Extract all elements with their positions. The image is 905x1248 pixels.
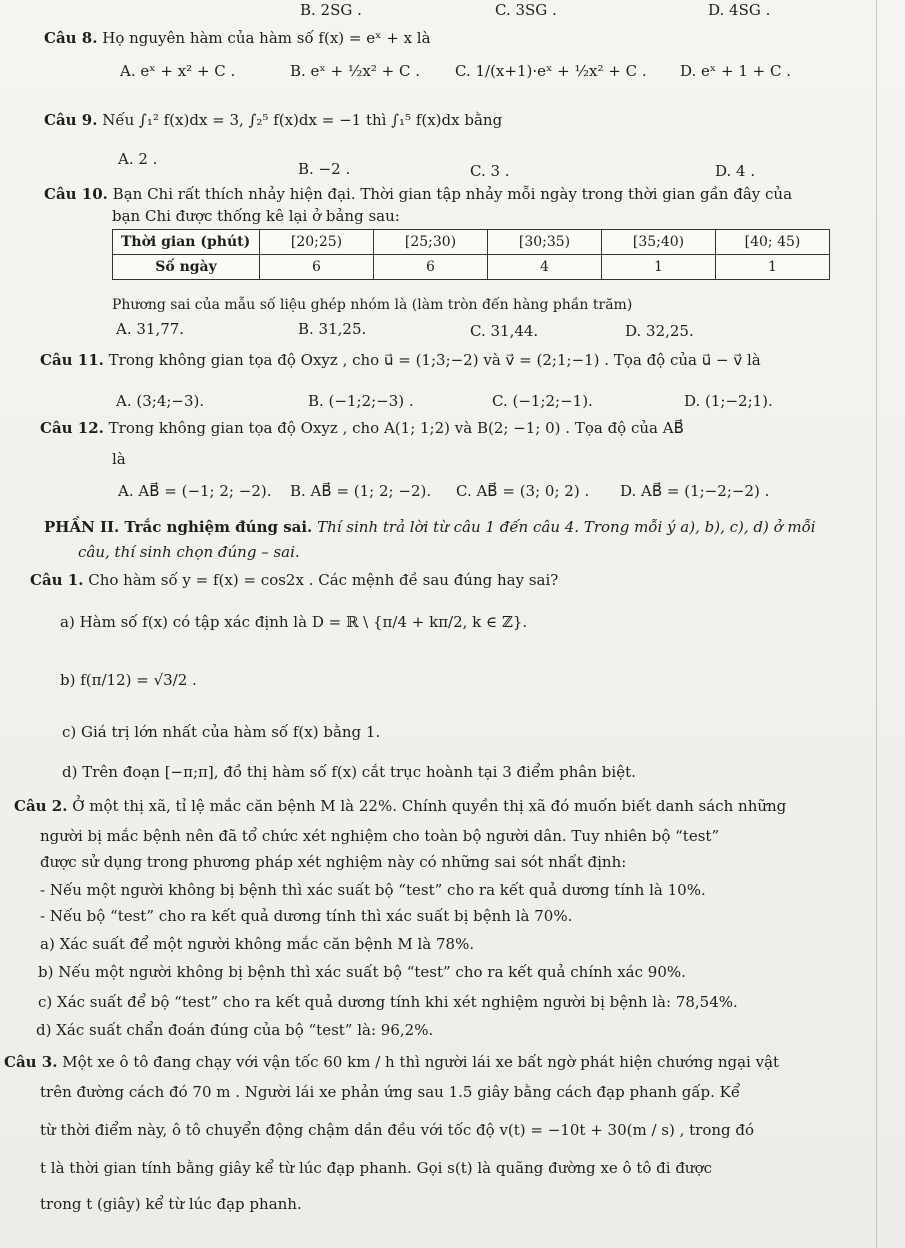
table-row bbox=[113, 255, 830, 280]
p1-statement-b: b) f(π/12) = √3/2 . bbox=[60, 671, 197, 689]
table-header-time: Thời gian (phút) bbox=[113, 230, 260, 255]
page-edge-lines bbox=[876, 0, 905, 1248]
part2-header: PHẦN II. Trắc nghiệm đúng sai. Thí sinh trả lời từ câu 1 đến câu 4. Trong mỗi ý a), b), c), d) ở mỗi bbox=[44, 518, 816, 536]
frequency-table bbox=[112, 229, 830, 280]
q9-option-c: C. 3 . bbox=[470, 162, 510, 180]
table-cell: [20;25) bbox=[260, 230, 374, 255]
q10-option-a: A. 31,77. bbox=[116, 320, 185, 338]
q12-option-c: C. AB⃗ = (3; 0; 2) . bbox=[456, 482, 590, 500]
p3-line-2: trên đường cách đó 70 m . Người lái xe phản ứng sau 1.5 giây bằng cách đạp phanh gấp. Kể bbox=[40, 1083, 741, 1101]
q8-option-b: B. eˣ + ½x² + C . bbox=[290, 62, 421, 80]
p3-stem: Câu 3. Một xe ô tô đang chạy với vận tốc 60 km / h thì người lái xe bất ngờ phát hiện chướng ngại vật bbox=[4, 1053, 780, 1071]
p3-line-3: từ thời điểm này, ô tô chuyển động chậm dần đều với tốc độ v(t) = −10t + 30(m / s) , trong đó bbox=[40, 1121, 755, 1139]
q9-stem: Câu 9. Nếu ∫₁² f(x)dx = 3, ∫₂⁵ f(x)dx = −1 thì ∫₁⁵ f(x)dx bằng bbox=[44, 111, 503, 129]
p1-statement-d: d) Trên đoạn [−π;π], đồ thị hàm số f(x) cắt trục hoành tại 3 điểm phân biệt. bbox=[62, 763, 636, 781]
table-cell: [25;30) bbox=[374, 230, 488, 255]
q11-option-a: A. (3;4;−3). bbox=[116, 392, 205, 410]
table-cell: 1 bbox=[716, 255, 830, 280]
table-header-days: Số ngày bbox=[113, 255, 260, 280]
p1-statement-a: a) Hàm số f(x) có tập xác định là D = ℝ \ {π/4 + kπ/2, k ∈ ℤ}. bbox=[60, 613, 528, 631]
q9-option-b: B. −2 . bbox=[298, 160, 351, 178]
q9-option-a: A. 2 . bbox=[118, 150, 158, 168]
p2-stem: Câu 2. Ở một thị xã, tỉ lệ mắc căn bệnh M là 22%. Chính quyền thị xã đó muốn biết danh sách những bbox=[14, 797, 787, 815]
table-row bbox=[113, 230, 830, 255]
part2-header-2: câu, thí sinh chọn đúng – sai. bbox=[78, 543, 300, 561]
p3-line-4: t là thời gian tính bằng giây kể từ lúc đạp phanh. Gọi s(t) là quãng đường xe ô tô đi được bbox=[40, 1159, 713, 1177]
q12-option-b: B. AB⃗ = (1; 2; −2). bbox=[290, 482, 432, 500]
p2-line-4: - Nếu một người không bị bệnh thì xác suất bộ “test” cho ra kết quả dương tính là 10%. bbox=[40, 881, 706, 899]
table-cell: 6 bbox=[260, 255, 374, 280]
q8-option-a: A. eˣ + x² + C . bbox=[120, 62, 236, 80]
q12-stem-2: là bbox=[112, 450, 126, 468]
q12-stem: Câu 12. Trong không gian tọa độ Oxyz , cho A(1; 1;2) và B(2; −1; 0) . Tọa độ của AB⃗ bbox=[40, 419, 684, 437]
q10-option-d: D. 32,25. bbox=[625, 322, 694, 340]
q8-option-c: C. 1/(x+1)·eˣ + ½x² + C . bbox=[455, 62, 647, 80]
top-option-b: B. 2SG . bbox=[300, 1, 362, 19]
q11-stem: Câu 11. Trong không gian tọa độ Oxyz , cho u⃗ = (1;3;−2) và v⃗ = (2;1;−1) . Tọa độ của u⃗ − v⃗ là bbox=[40, 351, 761, 369]
q10-option-b: B. 31,25. bbox=[298, 320, 367, 338]
q8-stem: Câu 8. Họ nguyên hàm của hàm số f(x) = eˣ + x là bbox=[44, 29, 431, 47]
q8-option-d: D. eˣ + 1 + C . bbox=[680, 62, 792, 80]
p1-stem: Câu 1. Cho hàm số y = f(x) = cos2x . Các mệnh đề sau đúng hay sai? bbox=[30, 571, 559, 589]
top-option-d: D. 4SG . bbox=[708, 1, 771, 19]
p2-line-3: được sử dụng trong phương pháp xét nghiệm này có những sai sót nhất định: bbox=[40, 853, 627, 871]
p1-statement-c: c) Giá trị lớn nhất của hàm số f(x) bằng 1. bbox=[62, 723, 381, 741]
p2-line-2: người bị mắc bệnh nên đã tổ chức xét nghiệm cho toàn bộ người dân. Tuy nhiên bộ “test” bbox=[40, 827, 720, 845]
q10-stem-3: Phương sai của mẫu số liệu ghép nhóm là (làm tròn đến hàng phần trăm) bbox=[112, 297, 633, 313]
q10-option-c: C. 31,44. bbox=[470, 322, 539, 340]
p2-line-5: - Nếu bộ “test” cho ra kết quả dương tính thì xác suất bị bệnh là 70%. bbox=[40, 907, 573, 925]
table-cell: 4 bbox=[488, 255, 602, 280]
p2-statement-c: c) Xác suất để bộ “test” cho ra kết quả dương tính khi xét nghiệm người bị bệnh là: 78,54%. bbox=[38, 993, 738, 1011]
q12-option-d: D. AB⃗ = (1;−2;−2) . bbox=[620, 482, 770, 500]
table-cell: 1 bbox=[602, 255, 716, 280]
p2-statement-b: b) Nếu một người không bị bệnh thì xác suất bộ “test” cho ra kết quả chính xác 90%. bbox=[38, 963, 686, 981]
q11-option-b: B. (−1;2;−3) . bbox=[308, 392, 414, 410]
table-cell: [30;35) bbox=[488, 230, 602, 255]
p3-line-5: trong t (giây) kể từ lúc đạp phanh. bbox=[40, 1195, 302, 1213]
table-cell: [40; 45) bbox=[716, 230, 830, 255]
table-cell: 6 bbox=[374, 255, 488, 280]
q10-stem: Câu 10. Bạn Chi rất thích nhảy hiện đại. Thời gian tập nhảy mỗi ngày trong thời gian gần đây của bbox=[44, 185, 793, 203]
p2-statement-a: a) Xác suất để một người không mắc căn bệnh M là 78%. bbox=[40, 935, 475, 953]
q12-option-a: A. AB⃗ = (−1; 2; −2). bbox=[118, 482, 272, 500]
table-cell: [35;40) bbox=[602, 230, 716, 255]
q11-option-d: D. (1;−2;1). bbox=[684, 392, 773, 410]
q10-stem-2: bạn Chi được thống kê lại ở bảng sau: bbox=[112, 207, 400, 225]
p2-statement-d: d) Xác suất chẩn đoán đúng của bộ “test” là: 96,2%. bbox=[36, 1021, 434, 1039]
q11-option-c: C. (−1;2;−1). bbox=[492, 392, 593, 410]
top-option-c: C. 3SG . bbox=[495, 1, 557, 19]
q9-option-d: D. 4 . bbox=[715, 162, 756, 180]
